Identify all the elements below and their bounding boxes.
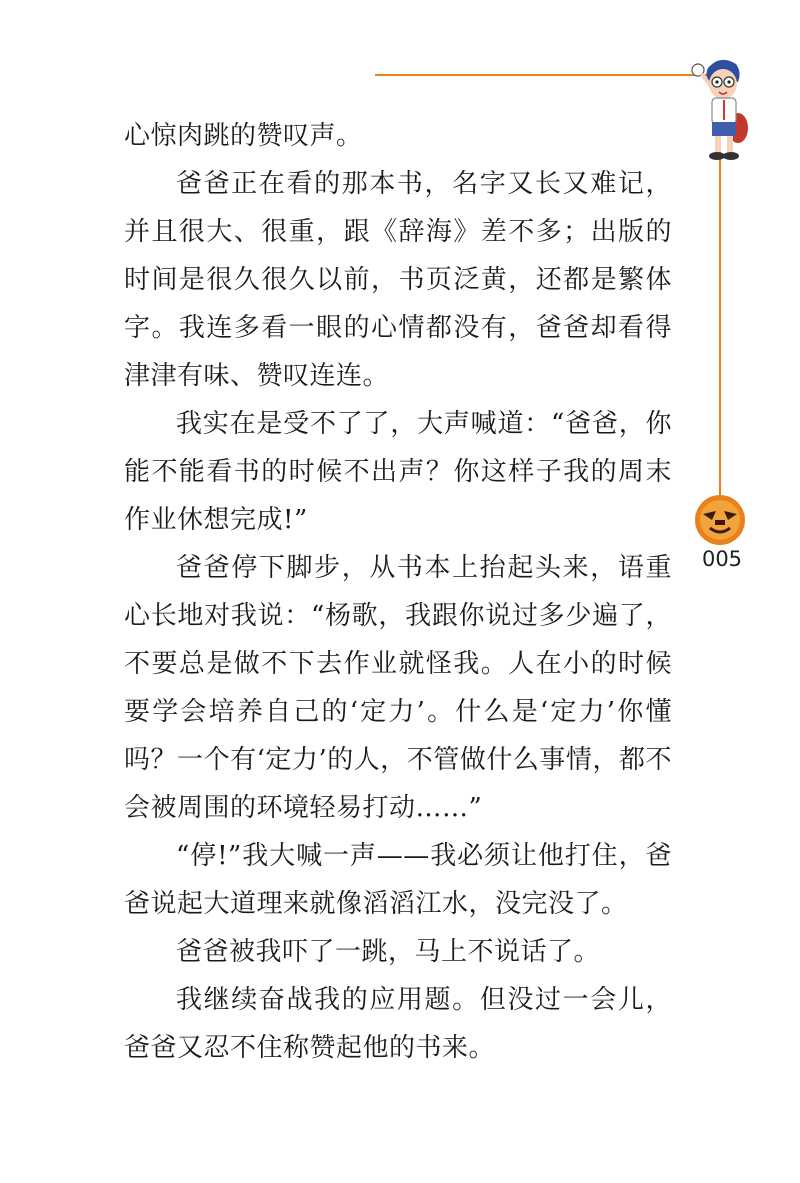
boy-cartoon-icon: [690, 56, 752, 164]
header-rule: [375, 74, 721, 76]
paragraph: 爸爸停下脚步，从书本上抬起头来，语重心长地对我说：“杨歌，我跟你说过多少遍了，不要总是做不下去作业就怪我。人在小的时候要学会培养自己的‘定力’。什么是‘定力’你懂吗？一个有‘定力’的人，不管做什么事情，都不会被周围的环境轻易打动……”: [124, 553, 672, 823]
paragraph: 心惊肉跳的赞叹声。: [124, 121, 363, 151]
paragraph: 我继续奋战我的应用题。但没过一会儿，爸爸又忍不住称赞起他的书来。: [124, 985, 672, 1063]
paragraph: “停!”我大喊一声——我必须让他打住，爸爸说起大道理来就像滔滔江水，没完没了。: [124, 841, 672, 919]
page-number: 005: [701, 547, 743, 571]
body-text: [124, 112, 672, 1072]
paragraph: 我实在是受不了了，大声喊道：“爸爸，你能不能看书的时候不出声？你这样子我的周末作业休想完成!”: [124, 409, 672, 535]
paragraph: 爸爸被我吓了一跳，马上不说话了。: [176, 937, 601, 967]
orange-face-badge-icon: [694, 494, 746, 546]
paragraph: 爸爸正在看的那本书，名字又长又难记，并且很大、很重，跟《辞海》差不多；出版的时间是很久很久以前，书页泛黄，还都是繁体字。我连多看一眼的心情都没有，爸爸却看得津津有味、赞叹连连。: [124, 169, 672, 391]
